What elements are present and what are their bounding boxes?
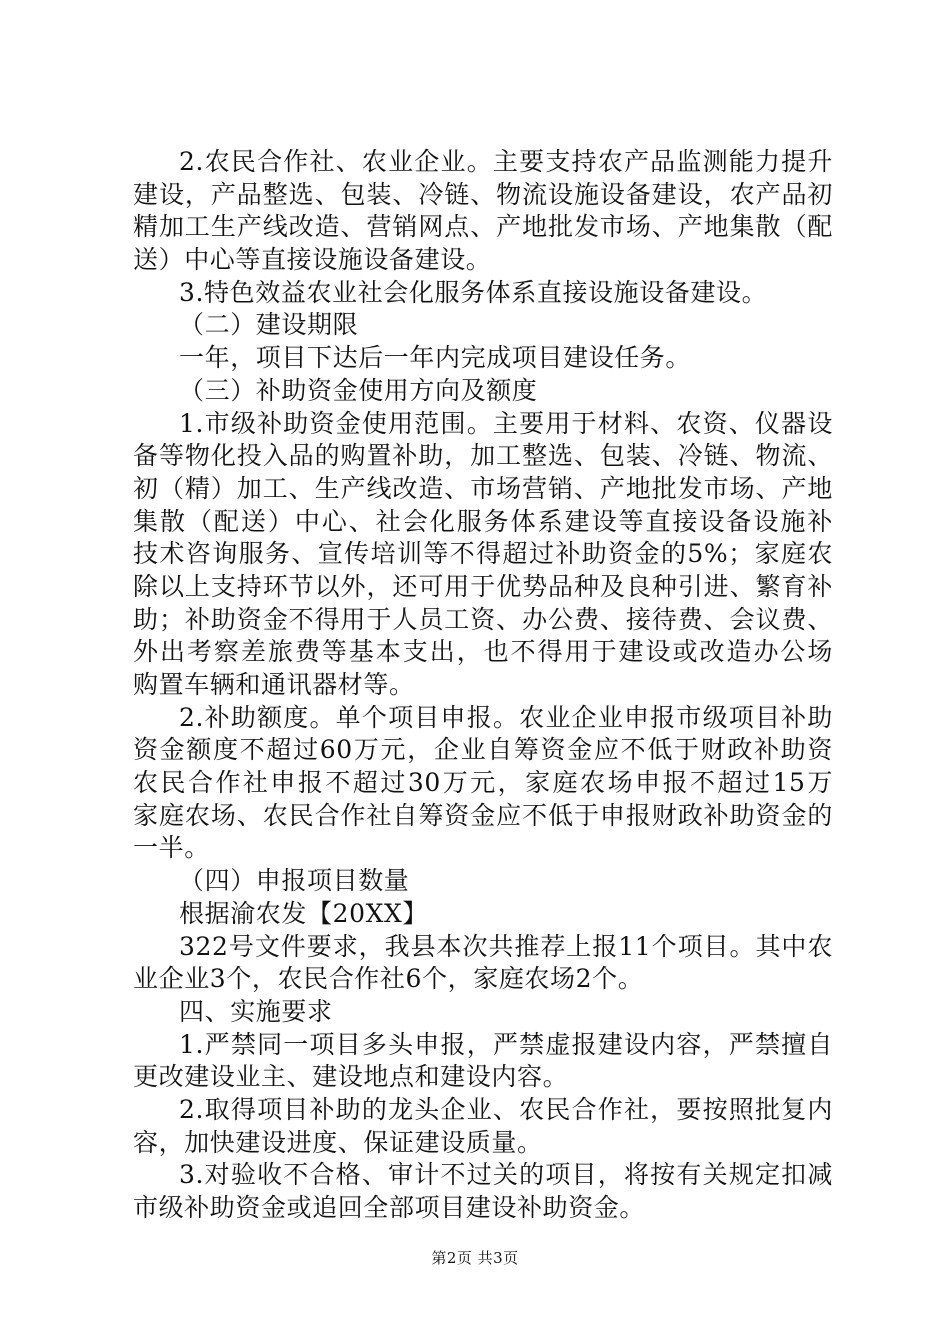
text-line: 根据渝农发【20XX】	[179, 898, 429, 928]
text-line: 家庭农场、农民合作社自筹资金应不低于申报财政补助资金的	[133, 800, 833, 830]
text-line: （二）建设期限	[179, 310, 359, 340]
text-line: 一年，项目下达后一年内完成项目建设任务。	[179, 343, 692, 373]
text-line: 农民合作社申报不超过30万元，家庭农场申报不超过15万	[133, 768, 833, 798]
text-line: 1.市级补助资金使用范围。主要用于材料、农资、仪器设	[179, 408, 833, 438]
text-line: 一半。	[133, 833, 210, 863]
text-line: 业企业3个，农民合作社6个，家庭农场2个。	[133, 964, 644, 994]
text-line: 四、实施要求	[179, 996, 333, 1026]
text-line: 集散（配送）中心、社会化服务体系建设等直接设备设施补	[133, 506, 833, 536]
document-body	[133, 146, 833, 1225]
text-line: 助；补助资金不得用于人员工资、办公费、接待费、会议费、	[133, 604, 833, 634]
text-line: 建设，产品整选、包装、冷链、物流设施设备建设，农产品初	[133, 179, 833, 209]
text-line: 1.严禁同一项目多头申报，严禁虚报建设内容，严禁擅自	[179, 1029, 833, 1059]
text-line: 备等物化投入品的购置补助，加工整选、包装、冷链、物流、	[133, 441, 833, 471]
text-line: （三）补助资金使用方向及额度	[179, 375, 538, 405]
text-line: 市级补助资金或追回全部项目建设补助资金。	[133, 1193, 646, 1222]
text-line: 送）中心等直接设施设备建设。	[133, 245, 492, 275]
text-line: 外出考察差旅费等基本支出，也不得用于建设或改造办公场	[133, 637, 833, 667]
text-line: 2.取得项目补助的龙头企业、农民合作社，要按照批复内	[179, 1094, 833, 1124]
text-line: 2.补助额度。单个项目申报。农业企业申报市级项目补助	[179, 702, 833, 732]
text-line: 资金额度不超过60万元，企业自筹资金应不低于财政补助资	[133, 735, 833, 765]
page-footer: 第2页 共3页	[431, 1249, 519, 1267]
text-line: 322号文件要求，我县本次共推荐上报11个项目。其中农	[179, 931, 833, 961]
text-line: 3.特色效益农业社会化服务体系直接设施设备建设。	[179, 277, 768, 307]
text-line: 2.农民合作社、农业企业。主要支持农产品监测能力提升	[179, 147, 833, 176]
text-line: 初（精）加工、生产线改造、市场营销、产地批发市场、产地	[133, 473, 833, 503]
text-line: 精加工生产线改造、营销网点、产地批发市场、产地集散（配	[133, 212, 833, 242]
text-line: 更改建设业主、建设地点和建设内容。	[133, 1062, 569, 1092]
text-line: （四）申报项目数量	[179, 866, 410, 896]
text-line: 除以上支持环节以外，还可用于优势品种及良种引进、繁育补	[133, 571, 833, 601]
text-line: 购置车辆和通讯器材等。	[133, 670, 415, 699]
text-line: 3.对验收不合格、审计不过关的项目，将按有关规定扣减	[179, 1160, 833, 1190]
text-line: 容，加快建设进度、保证建设质量。	[133, 1127, 543, 1157]
text-line: 技术咨询服务、宣传培训等不得超过补助资金的5%；家庭农	[133, 539, 833, 569]
